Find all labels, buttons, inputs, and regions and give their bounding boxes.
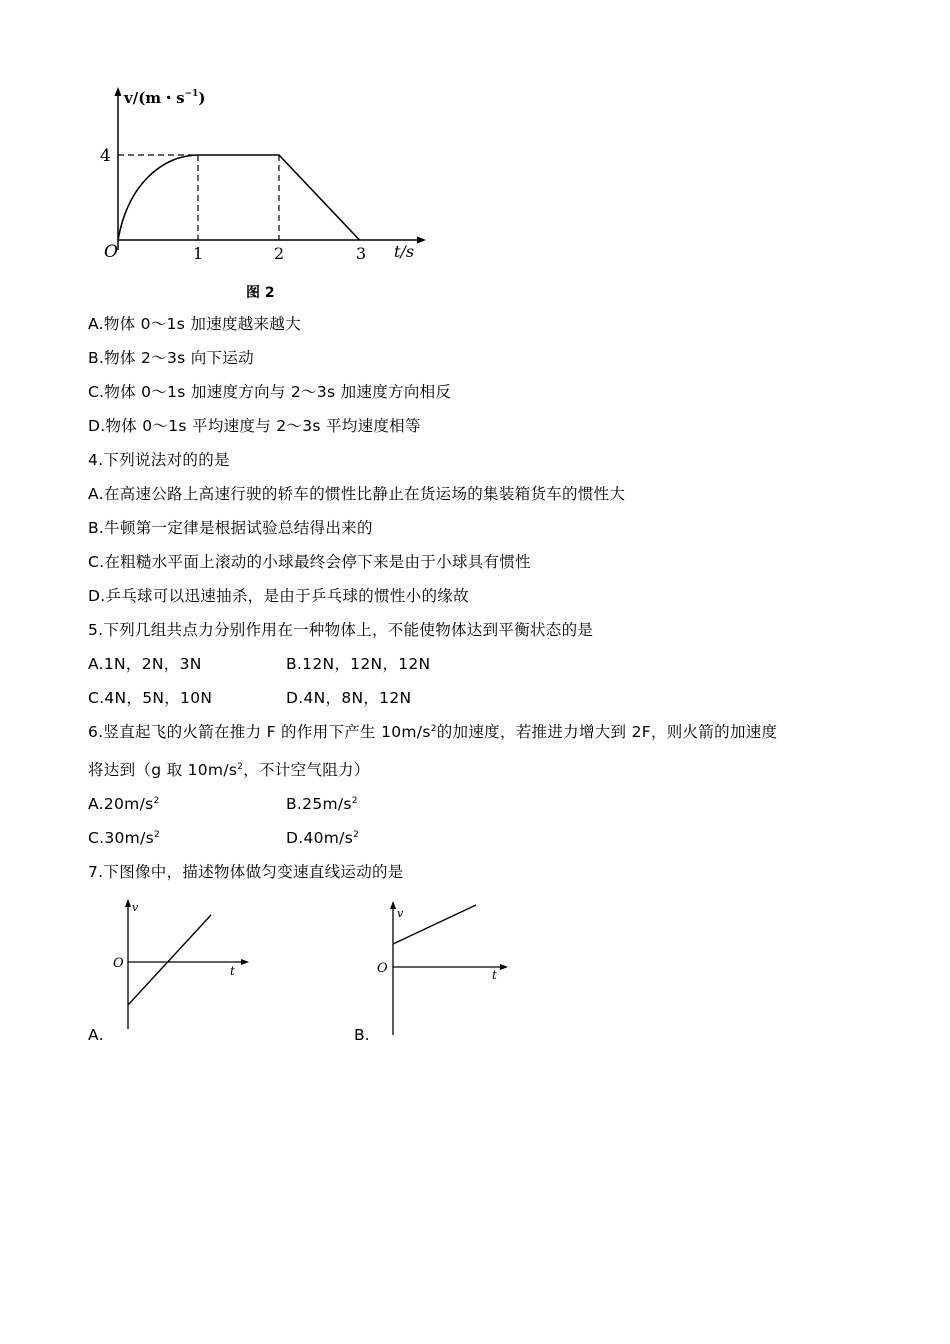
- graph-b-line: [393, 905, 476, 944]
- graph-a-t-label: t: [230, 964, 235, 978]
- series-line: [118, 155, 360, 240]
- y-axis-label: v/(m・$s^{-1}$): [124, 89, 206, 107]
- q6-option-a: $A.20m/s^2$: [88, 795, 160, 813]
- q5-stem: 5.下列几组共点力分别作用在一种物体上，不能使物体达到平衡状态的是: [88, 621, 594, 639]
- q5-option-d: D.4N，8N，12N: [286, 689, 412, 707]
- q7-stem: 7.下图像中，描述物体做匀变速直线运动的是: [88, 863, 404, 881]
- q4-option-b: B.牛顿第一定律是根据试验总结得出来的: [88, 519, 373, 537]
- q7-graph-b: [370, 897, 530, 1042]
- x-tick-3: 3: [356, 244, 367, 263]
- q6-sup-1: 2: [430, 723, 437, 734]
- graph-b-x-arrow: [500, 964, 508, 970]
- q6-option-d: $D.40m/s^2$: [286, 829, 360, 847]
- q4-option-c: C.在粗糙水平面上滚动的小球最终会停下来是由于小球具有惯性: [88, 553, 531, 571]
- q6-stem-2a: 将达到（g 取 10m/s: [88, 761, 238, 779]
- graph-b-y-arrow: [390, 901, 396, 909]
- x-axis-label: t/s: [394, 242, 415, 261]
- figure-caption: 图 2: [246, 285, 275, 301]
- graph-a-o-label: O: [113, 956, 124, 971]
- graph-a-x-arrow: [241, 959, 249, 965]
- x-tick-1: 1: [193, 244, 204, 263]
- q3-option-c: C.物体 0～1s 加速度方向与 2～3s 加速度方向相反: [88, 383, 452, 401]
- graph-a-v-label: v: [132, 901, 139, 914]
- graph-b-o-label: O: [377, 961, 388, 976]
- graph-a-y-arrow: [125, 899, 131, 907]
- q3-option-b: B.物体 2～3s 向下运动: [88, 349, 254, 367]
- q4-stem: 4.下列说法对的的是: [88, 451, 230, 469]
- graph-b-t-label: t: [492, 968, 497, 982]
- velocity-time-graph: [100, 85, 440, 300]
- y-axis-arrow: [115, 87, 122, 96]
- q5-option-c: C.4N，5N，10N: [88, 689, 213, 707]
- graph-a-line: [128, 915, 211, 1005]
- q4-option-d: D.乒乓球可以迅速抽杀，是由于乒乓球的惯性小的缘故: [88, 587, 469, 605]
- x-tick-2: 2: [274, 244, 285, 263]
- q7-graph-a: [105, 897, 265, 1037]
- graph-b-v-label: v: [397, 907, 404, 920]
- q6-stem-1b: 的加速度，若推进力增大到 2F，则火箭的加速度: [436, 723, 778, 741]
- q3-option-a: A.物体 0～1s 加速度越来越大: [88, 315, 302, 333]
- origin-label: O: [104, 242, 118, 262]
- q5-option-a: A.1N，2N，3N: [88, 655, 202, 673]
- q3-option-d: D.物体 0～1s 平均速度与 2～3s 平均速度相等: [88, 417, 421, 435]
- q5-option-b: B.12N，12N，12N: [286, 655, 431, 673]
- q6-stem-line2: [88, 760, 370, 780]
- y-tick-4: 4: [100, 146, 111, 166]
- q6-stem-2b: ，不计空气阻力）: [243, 761, 370, 779]
- q6-stem-1a: 6.竖直起飞的火箭在推力 F 的作用下产生 10m/s: [88, 723, 431, 741]
- q4-option-a: A.在高速公路上高速行驶的轿车的惯性比静止在货运场的集装箱货车的惯性大: [88, 485, 626, 503]
- x-axis-arrow: [417, 237, 426, 244]
- q7-graph-b-label: B.: [354, 1026, 370, 1044]
- q7-graph-a-label: A.: [88, 1026, 104, 1044]
- q6-stem-line1: [88, 722, 777, 742]
- q6-option-b: $B.25m/s^2$: [286, 795, 358, 813]
- figure2-chart: [100, 87, 426, 263]
- q6-sup-2: 2: [237, 761, 244, 772]
- q6-option-c: $C.30m/s^2$: [88, 829, 161, 847]
